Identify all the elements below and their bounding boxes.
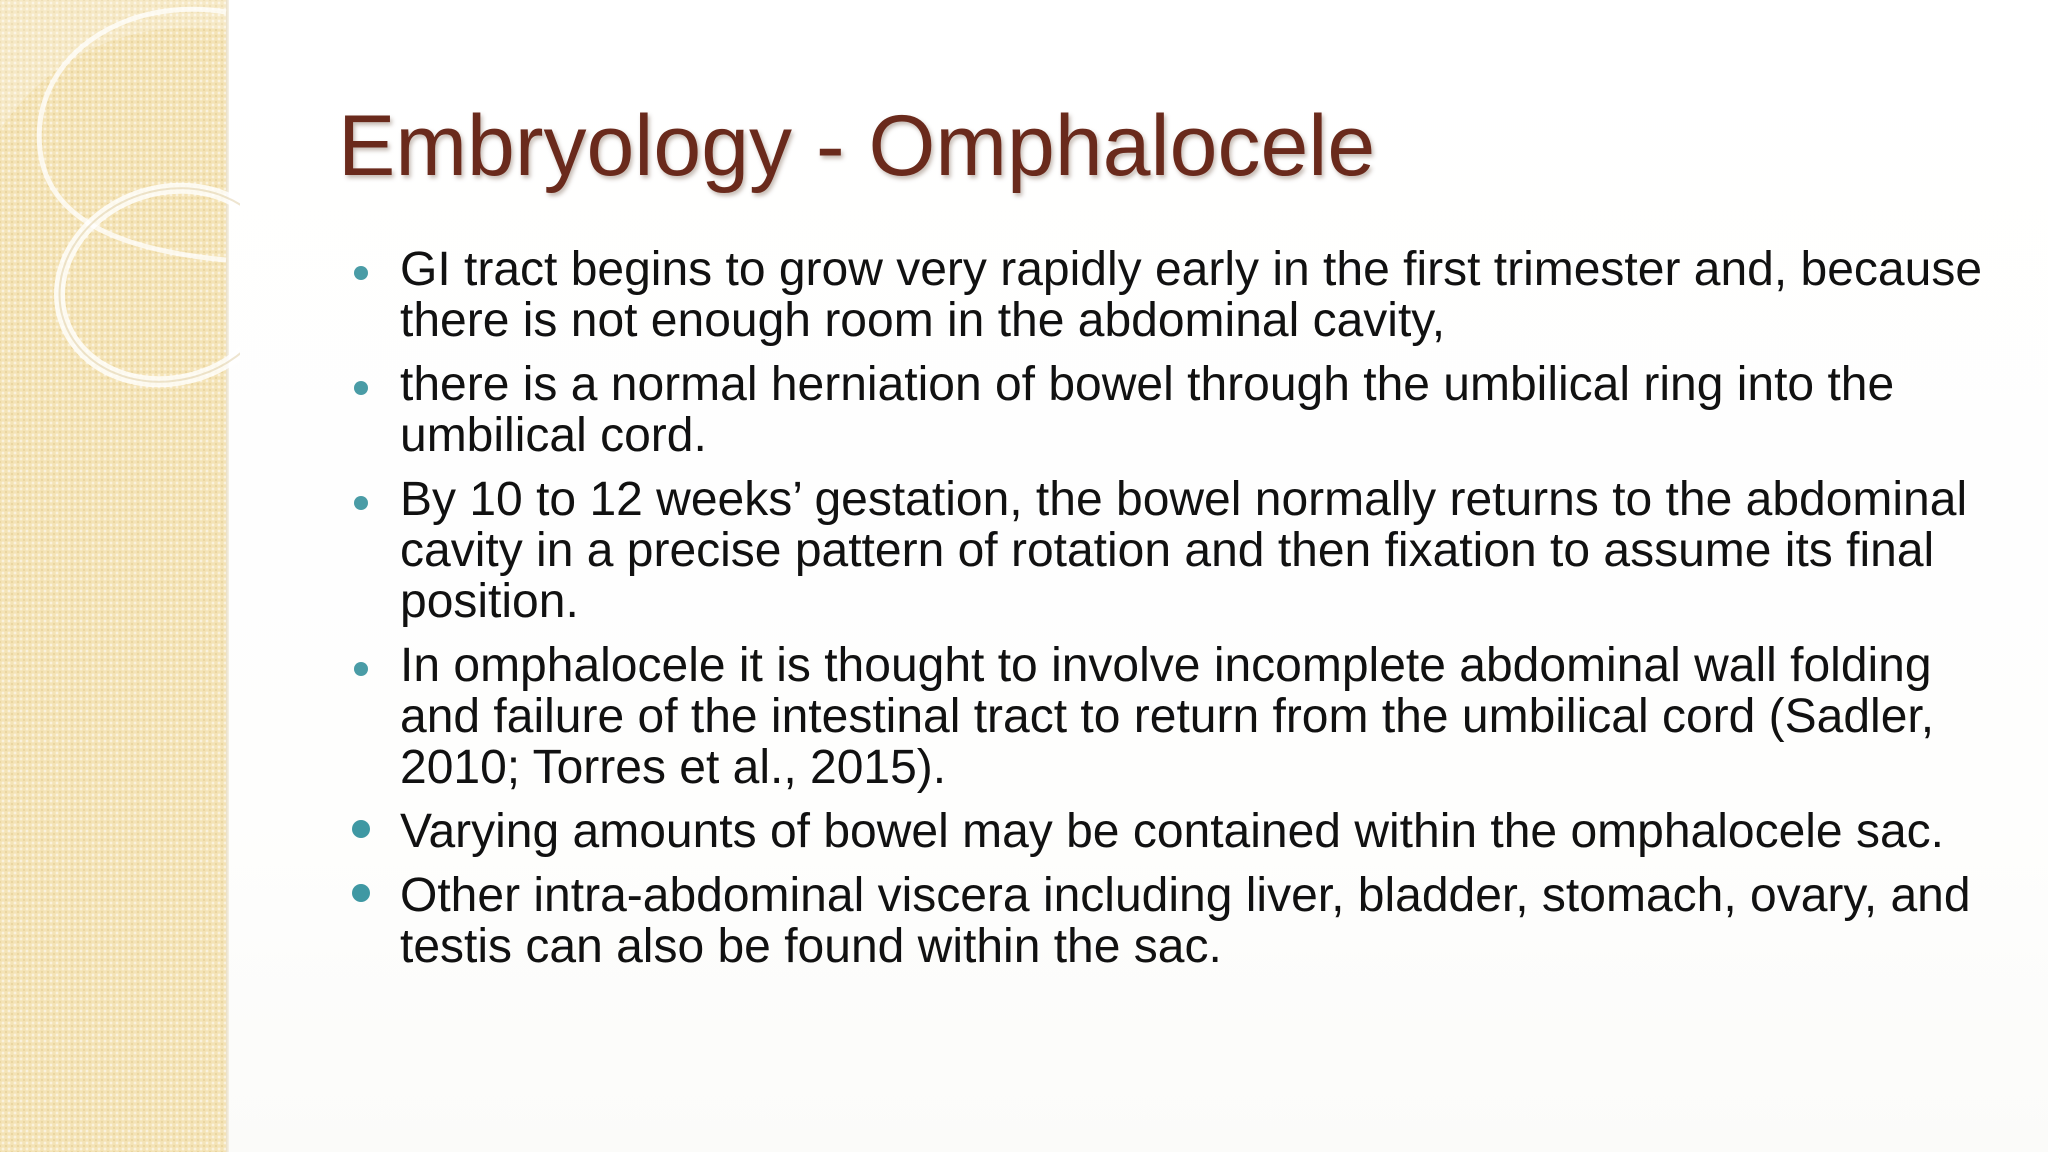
bullet-item	[348, 870, 2008, 972]
bullet-text: By 10 to 12 weeks’ gestation, the bowel normally returns to the abdominal cavity in a precise pattern of rotation and then fixation to assume its final position.	[400, 473, 1968, 628]
bullet-text: Other intra-abdominal viscera including liver, bladder, stomach, ovary, and testis can also be found within the sac.	[400, 869, 1971, 973]
bullet-item	[348, 244, 2008, 346]
bullet-list	[348, 244, 2008, 985]
slide-title: Embryology - Omphalocele	[338, 98, 1376, 194]
bullet-text: there is a normal herniation of bowel through the umbilical ring into the umbilical cord.	[400, 358, 1895, 462]
bullet-text: Varying amounts of bowel may be contained within the omphalocele sac.	[400, 805, 1944, 858]
decorative-rings-icon	[0, 0, 240, 420]
bullet-item	[348, 640, 2008, 793]
bullet-dot-icon	[354, 266, 368, 280]
bullet-dot-icon	[354, 662, 368, 676]
bullet-item	[348, 474, 2008, 627]
bullet-text: In omphalocele it is thought to involve incomplete abdominal wall folding and failure of the intestinal tract to return from the umbilical cord (Sadler, 2010; Torres et al., 2015).	[400, 639, 1935, 794]
bullet-dot-icon	[354, 381, 368, 395]
bullet-dot-icon	[352, 884, 370, 902]
bullet-dot-icon	[352, 820, 370, 838]
bullet-dot-icon	[354, 496, 368, 510]
bullet-item	[348, 806, 2008, 857]
bullet-item	[348, 359, 2008, 461]
bullet-text: GI tract begins to grow very rapidly early in the first trimester and, because there is not enough room in the abdominal cavity,	[400, 243, 1983, 347]
